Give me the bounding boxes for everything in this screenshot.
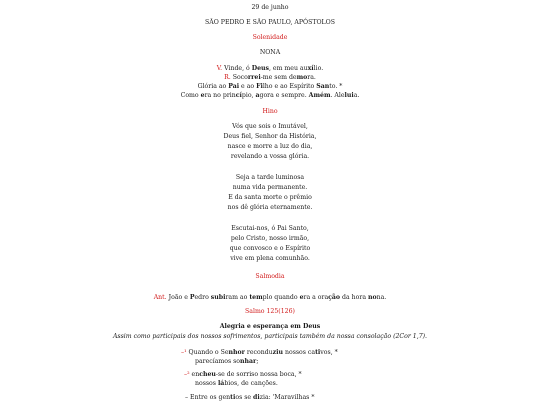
stressed-syllable: lui [344,92,354,99]
stressed-syllable: subi [210,294,226,301]
date-line: 29 de junho [251,4,289,11]
text-segment: parecíamos so [195,358,241,365]
psalm-title: Salmo 125(126) [245,308,295,315]
hymn-line: Seja a tarde luminosa [235,174,305,181]
text-segment: zia: 'Maravilhas * [259,394,315,401]
text-segment: Glória ao [197,83,229,90]
stressed-syllable: Pai [228,83,240,90]
stressed-syllable: ti [315,349,321,356]
stressed-syllable: Fi [256,83,263,90]
verse-marker: –¹ [181,349,187,356]
text-segment: Como [180,92,201,99]
hymn-line: numa vida permanente. [232,184,308,191]
hymn-line: E da santa morte o prêmio [228,194,312,201]
hour-title: NONA [259,49,281,56]
verse-text [190,371,302,378]
text-segment: os se [235,394,254,401]
hymn-line: vive em plena comunhão. [230,255,310,262]
text-segment: ; [256,358,259,365]
text-segment: nossos ca [283,349,316,356]
psalm-verse [185,394,314,401]
stressed-syllable: nhar [240,358,257,365]
psalmody-heading: Salmodia [255,273,285,280]
antiphon [0,294,540,301]
stressed-syllable: di [253,394,260,401]
stressed-syllable: cí [235,92,242,99]
verse-text [187,349,338,356]
hymn-line: revelando a vossa glória. [230,153,310,160]
text-segment: Quando o Se [186,349,229,356]
stressed-syllable: mo [296,74,308,81]
text-segment: vos, * [320,349,338,356]
text-segment: bios, de canções. [224,380,278,387]
stressed-syllable: rrei [247,74,261,81]
stressed-syllable: P [189,294,195,301]
hymn-line: Deus fiel, Senhor da História, [223,133,317,140]
text-segment: ra. [307,74,316,81]
stressed-syllable: ção [328,294,341,301]
psalm-verse [184,371,302,378]
verse-marker: –² [184,371,190,378]
epigraph: Assim como participais dos nossos sofrimentos, participais também da nossa consolação (2Cor 1,7). [112,333,428,340]
antiphon-text [167,294,387,301]
text-segment: recondu [244,349,273,356]
text-segment: , em meu au [269,65,308,72]
opening-line [0,74,540,81]
text-segment: plo quando [262,294,300,301]
text-segment: Soco [230,74,248,81]
hymn-line: Escutai-nos, ó Pai Santo, [231,225,309,232]
text-segment: lho e ao Espírito [262,83,317,90]
text-segment: edro [194,294,211,301]
stressed-syllable: tem [249,294,263,301]
text-segment: ra a ora [303,294,329,301]
text-segment: da hora [340,294,368,301]
text-segment: e ao [239,83,257,90]
stressed-syllable: e [299,294,304,301]
text-segment: nossos [195,380,218,387]
stressed-syllable: San [316,83,330,90]
opening-line [0,92,540,99]
hymn-line: pelo Cristo, nosso irmão, [230,235,310,242]
psalm-subtitle: Alegria e esperança em Deus [219,323,321,330]
opening-line [0,65,540,72]
stressed-syllable: a [255,92,260,99]
text-segment: ram ao [225,294,250,301]
text-segment: -me sem de [260,74,297,81]
rank-label: Solenidade [252,34,288,41]
stressed-syllable: cheu [199,371,216,378]
text-segment: pio, [241,92,256,99]
versicle-marker: V. [216,65,223,72]
feast-title: SÃO PEDRO E SÃO PAULO, APÓSTOLOS [205,19,335,26]
stressed-syllable: e [200,92,205,99]
antiphon-marker: Ant. [153,294,167,301]
hymn-heading: Hino [262,108,278,115]
text-segment: -se de sorriso nossa boca, * [215,371,302,378]
stressed-syllable: Amém [308,92,331,99]
stressed-syllable: no [367,294,377,301]
text-segment: gora e sempre. [259,92,309,99]
hymn-line: que convosco e o Espírito [229,245,311,252]
psalm-verse-continuation [195,358,258,365]
psalm-verse-continuation [195,380,278,387]
text-segment: na. [376,294,387,301]
opening-text [231,74,316,81]
text-segment: to. * [329,83,343,90]
stressed-syllable: lá [217,380,225,387]
hymn-line: nasce e morre a luz do dia, [227,143,313,150]
response-marker: R. [224,74,231,81]
text-segment: Vinde, ó [222,65,252,72]
text-segment: en [189,371,200,378]
text-segment: a. [353,92,360,99]
stressed-syllable: nhor [228,349,245,356]
text-segment: lio. [313,65,324,72]
text-segment: – Entre os gen [185,394,231,401]
stressed-syllable: Deus [251,65,269,72]
psalm-verse [181,349,338,356]
opening-line [0,83,540,90]
stressed-syllable: ziu [272,349,284,356]
stressed-syllable: ti [230,394,236,401]
text-segment: João e [166,294,190,301]
text-segment: . Ale [330,92,345,99]
opening-text [222,65,323,72]
text-segment: ra no prin [204,92,236,99]
hymn-line: nos dê glória eternamente. [227,204,313,211]
hymn-line: Vós que sois o Imutável, [232,123,308,130]
stressed-syllable: xí [307,65,314,72]
